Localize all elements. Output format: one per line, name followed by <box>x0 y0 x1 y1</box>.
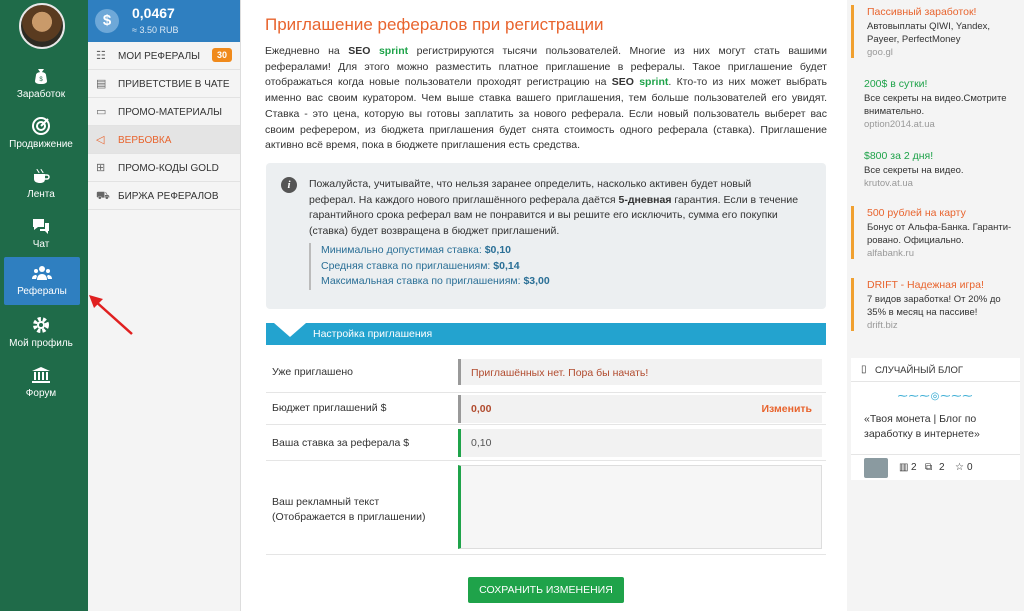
nav-item-forum[interactable] <box>0 359 82 407</box>
budget-label: Бюджет приглашений $ <box>272 402 387 414</box>
rate-label: Средняя ставка по приглашениям: <box>321 259 491 272</box>
info-part: гарантия. Если в течение гарантийного срока реферал вам не понравится и вы решите его исключить, сумма его покупки (ставка) будет возвращена в бюджет приглашений. <box>309 193 799 237</box>
nav-label: Форум <box>25 388 57 399</box>
gift-icon: ⊞ <box>96 162 106 174</box>
nav-label: Мой профиль <box>9 338 73 349</box>
subnav-label: ПРОМО-МАТЕРИАЛЫ <box>118 107 223 118</box>
subnav-label: ПРОМО-КОДЫ GOLD <box>118 163 219 174</box>
annotation-arrow <box>86 292 136 338</box>
info-icon: i <box>281 177 297 193</box>
comments-icon: ⧉ <box>925 462 933 473</box>
target-icon <box>31 116 51 136</box>
ad-text-textarea[interactable] <box>458 465 822 549</box>
invited-text: Приглашённых нет. Пора бы начать! <box>471 367 649 379</box>
ad-block[interactable] <box>851 278 1020 331</box>
ad-url: drift.biz <box>867 320 898 331</box>
ad-desc: Бонус от Альфа-Банка. Гаранти-ровано. Официально. <box>867 222 1012 246</box>
nav-item-earnings[interactable] <box>0 60 82 108</box>
ad-url: goo.gl <box>867 47 893 58</box>
budget-row <box>266 393 826 425</box>
nav-item-promotion[interactable] <box>0 110 82 158</box>
chat-icon <box>31 216 51 236</box>
subnav-gold-promo-codes[interactable] <box>88 154 240 182</box>
ad-title[interactable]: $800 за 2 дня! <box>864 150 934 162</box>
invited-label: Уже приглашено <box>272 366 353 378</box>
people-icon: ☷ <box>96 50 106 62</box>
ad-desc: Все секреты на видео.Смотрите внимательно. <box>864 93 1007 117</box>
nav-label: Лента <box>27 189 55 200</box>
star-icon: ☆ <box>955 462 964 473</box>
budget-value <box>458 395 822 423</box>
intro-text <box>265 44 827 154</box>
blog-title-link[interactable]: «Твоя монета | Блог по заработку в интернете» <box>864 413 980 440</box>
ad-text-label-hint: (Отображается в приглашении) <box>272 511 426 523</box>
subnav-label: ВЕРБОВКА <box>118 135 172 146</box>
info-part: Пожалуйста, учитывайте, что нельзя заранее определить, насколько активен будет новый реферал. На каждого нового приглашённого реферала даётся <box>309 178 752 206</box>
svg-text:$: $ <box>39 77 43 83</box>
coffee-icon <box>31 166 51 186</box>
rate-input-value: 0,10 <box>471 437 492 449</box>
money-bag-icon <box>31 66 51 86</box>
rate-label: Минимально допустимая ставка: <box>321 244 482 256</box>
blog-header <box>851 358 1020 382</box>
nav-label: Чат <box>32 239 50 250</box>
guarantee-days: 5-дневная <box>618 193 672 206</box>
megaphone-icon: ◁ <box>96 134 105 146</box>
balance-amount: 0,0467 <box>132 5 175 21</box>
ornament-divider: ⁓⁓⁓◎⁓⁓⁓ <box>897 391 974 402</box>
document-icon: ▤ <box>96 78 107 90</box>
rate-value: $3,00 <box>523 275 550 287</box>
brand-sprint: sprint <box>639 76 669 89</box>
change-budget-link[interactable]: Изменить <box>761 403 812 415</box>
ad-desc: 7 видов заработка! От 20% до 35% в месяц на пассиве! <box>867 294 1001 318</box>
subnav-label: МОИ РЕФЕРАЛЫ <box>118 51 200 62</box>
main-content <box>241 0 847 611</box>
ad-block[interactable] <box>851 149 1020 189</box>
budget-amount: 0,00 <box>471 403 492 415</box>
rate-input[interactable] <box>458 429 822 457</box>
rate-max <box>321 274 550 290</box>
save-button[interactable]: СОХРАНИТЬ ИЗМЕНЕНИЯ <box>468 577 624 603</box>
ad-block[interactable] <box>851 206 1020 259</box>
bookmark-icon: ▯ <box>861 364 867 375</box>
balance-rub: ≈ 3.50 RUB <box>132 25 179 35</box>
subnav-promo-materials[interactable] <box>88 98 240 126</box>
intro-part: Ежедневно на <box>265 45 340 57</box>
info-box <box>266 163 826 309</box>
nav-label: Заработок <box>16 89 66 100</box>
blog-avatar[interactable] <box>864 458 888 478</box>
random-blog-widget <box>851 358 1020 480</box>
subnav-label: ПРИВЕТСТВИЕ В ЧАТЕ <box>118 79 230 90</box>
subnav-recruiting[interactable] <box>88 126 240 154</box>
ad-url: option2014.at.ua <box>864 119 935 130</box>
nav-item-profile[interactable] <box>0 309 82 357</box>
gear-icon <box>31 315 51 335</box>
dollar-coin-icon: $ <box>95 9 119 33</box>
rate-avg <box>321 259 550 275</box>
cart-icon: ⛟ <box>96 190 110 202</box>
invited-row <box>266 351 826 393</box>
intro-part: . Кто-то из них может выбрать именно вас своим куратором. Чем выше ставка вашего приглашения, тем больше пользователей его увидят. Ставка - это цена, которую вы готовы заплатить за нового реферала. Если новый пользователь выберет вас своим реферером, из бюджета приглашения будет снята стоимость одного реферала (ставка). Приглашение активно всё время, пока в бюджете приглашения есть средства. <box>265 76 827 152</box>
brand-sprint: sprint <box>378 45 409 57</box>
rate-value: $0,14 <box>493 259 520 272</box>
users-icon <box>32 263 52 283</box>
blog-meta <box>851 454 1020 480</box>
posts-count: 2 <box>911 462 917 473</box>
subnav-chat-greeting[interactable] <box>88 70 240 98</box>
invited-value <box>458 359 822 385</box>
nav-label: Рефералы <box>17 286 67 297</box>
info-text <box>309 177 799 239</box>
ad-text-row <box>266 461 826 555</box>
ad-text-label-line: Ваш рекламный текст <box>272 496 380 508</box>
section-title: Настройка приглашения <box>313 328 433 340</box>
rates-list <box>309 243 550 290</box>
ad-title[interactable]: Пассивный заработок! <box>867 6 977 18</box>
rate-label: Максимальная ставка по приглашениям: <box>321 275 521 287</box>
bank-icon <box>31 365 51 385</box>
monitor-icon: ▭ <box>96 106 107 118</box>
rate-label: Ваша ставка за реферала $ <box>272 437 410 449</box>
brand-seo: SEO <box>611 76 634 89</box>
brand-seo: SEO <box>348 45 371 57</box>
right-sidebar <box>847 0 1024 611</box>
ad-text-label <box>272 495 426 525</box>
page-title: Приглашение рефералов при регистрации <box>265 15 604 34</box>
rate-value: $0,10 <box>484 244 511 256</box>
nav-label: Продвижение <box>9 139 73 150</box>
ad-url: krutov.at.ua <box>864 178 913 189</box>
ad-block[interactable] <box>851 77 1020 130</box>
rate-min <box>321 243 550 259</box>
balance-widget[interactable] <box>88 0 240 42</box>
avatar[interactable] <box>19 3 65 49</box>
comments-count: 2 <box>939 462 945 473</box>
subnav-my-referrals[interactable] <box>88 42 240 70</box>
nav-item-feed[interactable] <box>0 160 82 208</box>
ad-title[interactable]: 200$ в сутки! <box>864 78 928 90</box>
nav-item-referrals[interactable] <box>4 257 80 305</box>
ad-block[interactable] <box>851 5 1020 58</box>
ad-title[interactable]: DRIFT - Надежная игра! <box>867 279 984 291</box>
ad-desc: Автовыплаты QIWI, Yandex, Payeer, PerfectMoney <box>867 21 991 45</box>
ad-url: alfabank.ru <box>867 248 915 259</box>
subnav-referral-exchange[interactable] <box>88 182 240 210</box>
rate-row <box>266 425 826 461</box>
ad-desc: Все секреты на видео. <box>864 165 964 176</box>
blog-header-title: СЛУЧАЙНЫЙ БЛОГ <box>875 365 964 376</box>
ad-title[interactable]: 500 рублей на карту <box>867 207 966 219</box>
posts-icon: ▥ <box>899 462 909 473</box>
referrals-count-badge: 30 <box>212 48 232 62</box>
subnav-label: БИРЖА РЕФЕРАЛОВ <box>118 191 219 202</box>
main-nav <box>0 0 88 611</box>
section-notch <box>274 323 306 337</box>
nav-item-chat[interactable] <box>0 210 82 258</box>
stars-count: 0 <box>967 462 973 473</box>
section-header <box>266 323 826 345</box>
intro-part: регистрируются тысячи пользователей. Многие из них могут стать вашими рефералами! Для этого можно разместить платное приглашение в рефералы. Такое приглашение будет отображаться когда новые пользователи проходят регистрацию на <box>265 45 827 89</box>
